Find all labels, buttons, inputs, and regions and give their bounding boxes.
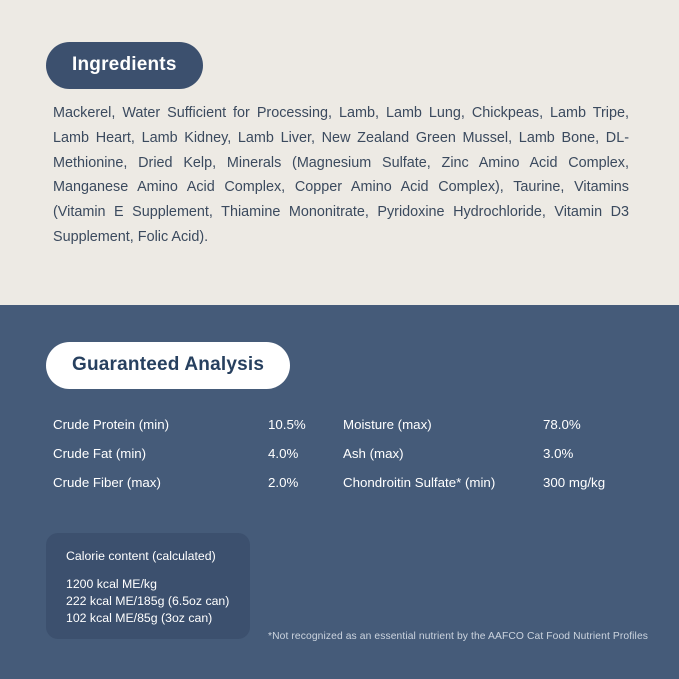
- ingredients-text: Mackerel, Water Sufficient for Processing, Lamb, Lamb Lung, Chickpeas, Lamb Tripe, Lamb Heart, Lamb Kidney, Lamb Liver, New Zealand Green Mussel, Lamb Bone, DL-Methionine, Dried Kelp, Minerals (Magnesium Sulfate, Zinc Amino Acid Complex, Manganese Amino Acid Complex, Copper Amino Acid Complex), Taurine, Vitamins (Vitamin E Supplement, Thiamine Mononitrate, Pyridoxine Hydrochloride, Vitamin D3 Supplement, Folic Acid).: [53, 105, 629, 245]
- guaranteed-analysis-heading: Guaranteed Analysis: [46, 342, 290, 389]
- footnote: *Not recognized as an essential nutrient by the AAFCO Cat Food Nutrient Profiles: [268, 631, 649, 642]
- guaranteed-analysis-section: [0, 305, 679, 679]
- table-row: Ash (max): [343, 446, 404, 461]
- table-row: Crude Fat (min): [53, 446, 147, 461]
- table-row: 300 mg/kg: [543, 475, 606, 490]
- calorie-content-line: 222 kcal ME/185g (6.5oz can): [66, 594, 230, 608]
- calorie-content-title: Calorie content (calculated): [66, 549, 216, 563]
- calorie-content-line: 102 kcal ME/85g (3oz can): [66, 611, 213, 625]
- guaranteed-analysis-heading-pill: [46, 342, 290, 389]
- ingredients-section: [0, 0, 679, 305]
- ingredients-heading: Ingredients: [46, 42, 203, 89]
- table-row: Moisture (max): [343, 417, 432, 432]
- table-row: 4.0%: [268, 446, 299, 461]
- table-row: Crude Protein (min): [53, 417, 170, 432]
- table-row: 78.0%: [543, 417, 581, 432]
- calorie-content-box: [46, 533, 250, 639]
- table-row: 2.0%: [268, 475, 299, 490]
- table-row: Chondroitin Sulfate* (min): [343, 475, 496, 490]
- ingredients-heading-pill: [46, 42, 203, 89]
- guaranteed-analysis-table: [53, 410, 643, 497]
- table-row: Crude Fiber (max): [53, 475, 161, 490]
- table-row: 10.5%: [268, 417, 306, 432]
- table-row: 3.0%: [543, 446, 574, 461]
- calorie-content-line: 1200 kcal ME/kg: [66, 577, 157, 591]
